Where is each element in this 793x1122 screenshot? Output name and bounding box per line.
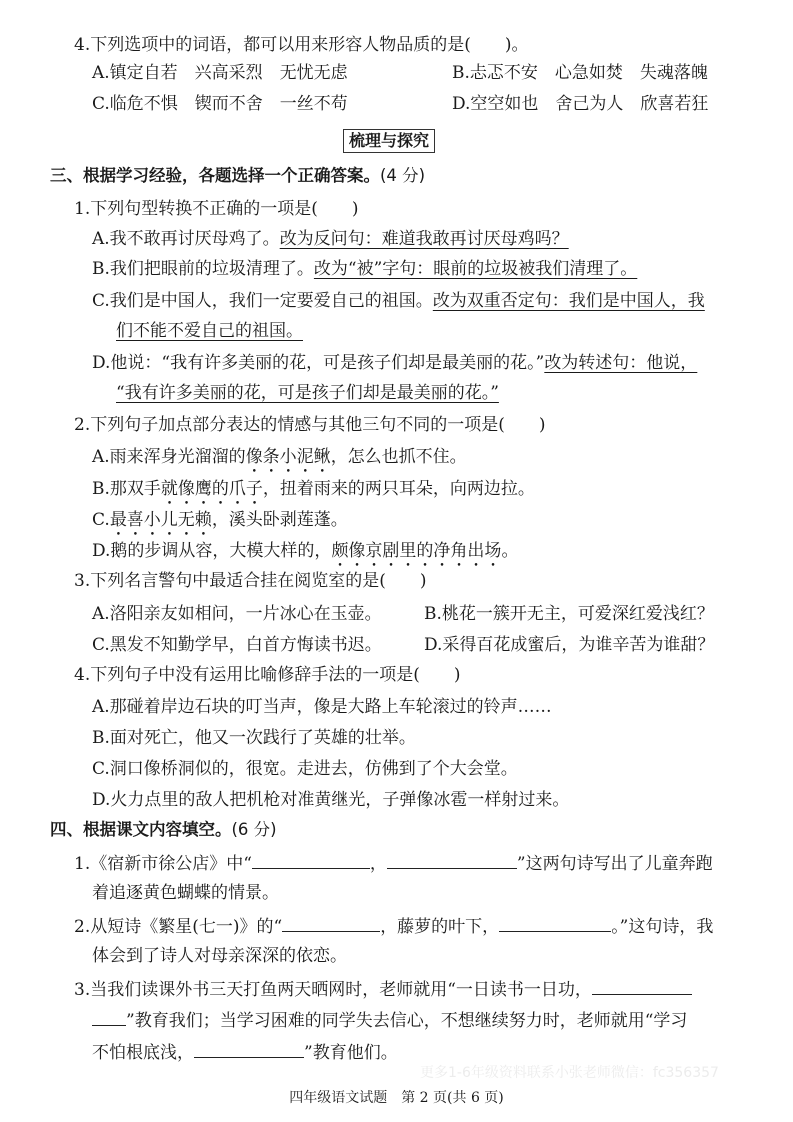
answer-blank[interactable] xyxy=(92,1007,126,1026)
s3-q1-option-c-cont: 们不能不爱自己的祖国。 xyxy=(116,321,303,341)
s3-q1-option-c: C.我们是中国人，我们一定要爱自己的祖国。改为双重否定句：我们是中国人，我 xyxy=(92,291,705,311)
prev-q4-option-a: A.镇定自若 兴高采烈 无忧无虑 xyxy=(92,63,348,83)
s4-q3-cont2: 不怕根底浅， ”教育他们。 xyxy=(92,1039,398,1065)
s3-q2-option-b: B.那双手就像鹰的爪子，扭着雨来的两只耳朵，向两边拉。 xyxy=(92,479,535,499)
answer-blank[interactable] xyxy=(194,1039,304,1058)
page-footer: 四年级语文试题 第 2 页(共 6 页) xyxy=(289,1090,504,1106)
s3-q1-option-d: D.他说：“我有许多美丽的花，可是孩子们却是最美丽的花。”改为转述句：他说， xyxy=(92,353,698,373)
s3-q3-option-d: D.采得百花成蜜后，为谁辛苦为谁甜？ xyxy=(424,635,715,655)
section-3-heading: 三、根据学习经验，各题选择一个正确答案。(4 分) xyxy=(50,166,426,185)
s3-q2-option-a: A.雨来浑身光溜溜的像条小泥鳅，怎么也抓不住。 xyxy=(92,447,467,467)
s4-q2: 2.从短诗《繁星(七一)》的“ ，藤萝的叶下， 。”这句诗，我 xyxy=(74,913,713,939)
s3-q1-option-b: B.我们把眼前的垃圾清理了。改为“被”字句：眼前的垃圾被我们清理了。 xyxy=(92,259,638,279)
answer-blank[interactable] xyxy=(387,850,517,869)
s3-q3-stem: 3.下列名言警句中最适合挂在阅览室的是( ) xyxy=(74,571,427,591)
s4-q1: 1.《宿新市徐公店》中“ ， ”这两句诗写出了儿童奔跑 xyxy=(74,850,713,876)
s4-q3: 3.当我们读课外书三天打鱼两天晒网时，老师就用“一日读书一日功， xyxy=(74,976,692,1002)
s3-q1-option-a: A.我不敢再讨厌母鸡了。改为反问句：难道我敢再讨厌母鸡吗？ xyxy=(92,229,569,249)
s3-q3-option-c: C.黑发不知勤学早，白首方悔读书迟。 xyxy=(92,635,382,655)
answer-blank[interactable] xyxy=(499,913,611,932)
s3-q3-option-b: B.桃花一簇开无主，可爱深红爱浅红？ xyxy=(424,604,714,624)
answer-blank[interactable] xyxy=(592,976,692,995)
s4-q1-cont: 着追逐黄色蝴蝶的情景。 xyxy=(92,883,279,903)
prev-q4-stem: 4.下列选项中的词语，都可以用来形容人物品质的是( )。 xyxy=(74,35,529,55)
watermark: 更多1-6年级资料联系小张老师微信：fc356357 xyxy=(420,1065,719,1081)
s3-q4-stem: 4.下列句子中没有运用比喻修辞手法的一项是( ) xyxy=(74,665,461,685)
s4-q3-cont: ”教育我们；当学习困难的同学失去信心，不想继续努力时，老师就用“学习 xyxy=(92,1007,687,1033)
s3-q3-option-a: A.洛阳亲友如相问，一片冰心在玉壶。 xyxy=(92,604,382,624)
s3-q4-option-d: D.火力点里的敌人把机枪对准黄继光，子弹像冰雹一样射过来。 xyxy=(92,790,570,810)
s3-q4-option-a: A.那碰着岸边石块的叮当声，像是大路上车轮滚过的铃声…… xyxy=(92,697,552,717)
s3-q4-option-c: C.洞口像桥洞似的，很宽。走进去，仿佛到了个大会堂。 xyxy=(92,759,518,779)
s3-q4-option-b: B.面对死亡，他又一次践行了英雄的壮举。 xyxy=(92,728,416,748)
s3-q2-option-d: D.鹅的步调从容，大模大样的，颇像京剧里的净角出场。 xyxy=(92,541,519,561)
s3-q2-stem: 2.下列句子加点部分表达的情感与其他三句不同的一项是( ) xyxy=(74,415,546,435)
prev-q4-option-d: D.空空如也 舍己为人 欣喜若狂 xyxy=(452,94,709,114)
answer-blank[interactable] xyxy=(252,850,370,869)
prev-q4-option-c: C.临危不惧 锲而不舍 一丝不苟 xyxy=(92,94,348,114)
s3-q1-stem: 1.下列句型转换不正确的一项是( ) xyxy=(74,199,359,219)
s3-q2-option-c: C.最喜小儿无赖，溪头卧剥莲蓬。 xyxy=(92,510,348,530)
prev-q4-option-b: B.忐忑不安 心急如焚 失魂落魄 xyxy=(452,63,708,83)
s3-q1-option-d-cont: “我有许多美丽的花，可是孩子们却是最美丽的花。” xyxy=(116,383,499,403)
section-title-box: 梳理与探究 xyxy=(343,129,435,153)
s4-q2-cont: 体会到了诗人对母亲深深的依恋。 xyxy=(92,946,347,966)
section-4-heading: 四、根据课文内容填空。(6 分) xyxy=(50,820,277,839)
answer-blank[interactable] xyxy=(282,913,380,932)
